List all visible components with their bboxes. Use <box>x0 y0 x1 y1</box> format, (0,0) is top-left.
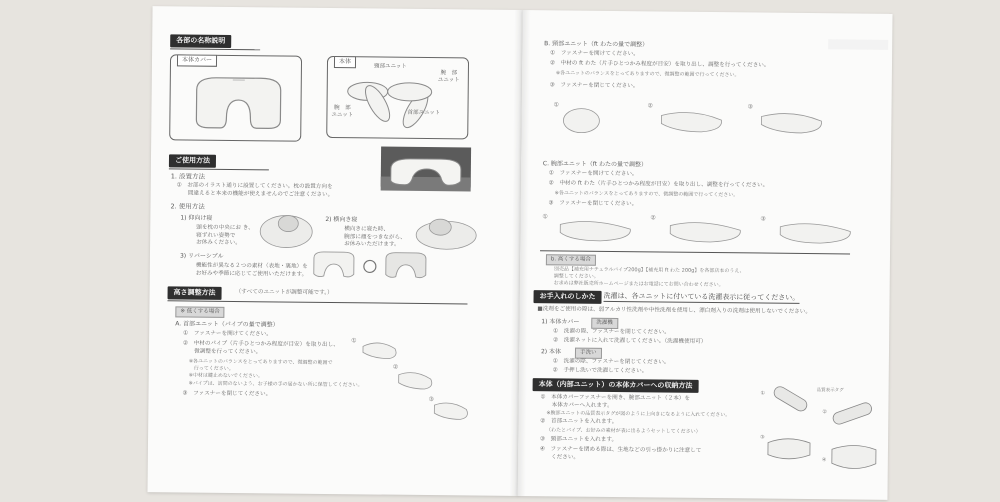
storage-step-3: ③ 頸部ユニットを入れます。 <box>540 436 618 444</box>
side-sleep-illustration <box>410 209 480 254</box>
height-header: 高さ調整方法 <box>168 286 222 300</box>
body-tab: 本体 <box>334 56 356 68</box>
cover-pillow-illustration <box>188 70 289 135</box>
care-header: お手入れのしかた <box>533 290 601 304</box>
storage-step-num-1: ① <box>760 390 766 397</box>
storage-step-1: ① 本体カバーファスナーを開き、腕部ユニット（２本）を 本体カバーへ入れます。 <box>540 394 691 409</box>
storage-step-2: ② 首部ユニットを入れます。 <box>540 418 618 426</box>
label-neck-unit: 頸部ユニット <box>373 63 407 70</box>
reversible-text: 機能性が異なる２つの素材（表地・裏地）を お好みや季節に応じてご使用いただけます。 <box>195 262 308 278</box>
care-cover-tag: 洗濯機 <box>591 318 618 330</box>
arm-c-step-3: ③ ファスナーを閉じてください。 <box>548 200 638 208</box>
parts-header: 各部の名称説明 <box>170 34 231 48</box>
svg-text:②: ② <box>392 363 399 371</box>
side-title: 2) 横向き寝 <box>325 215 358 224</box>
svg-text:①: ① <box>542 213 548 221</box>
care-cover-step-1: ① 洗濯の際、ファスナーを閉じてください。 <box>553 328 670 336</box>
care-cover-title: 1) 本体カバー <box>541 318 580 326</box>
higher-text: 別売品【補充用ナチュラルパイプ200g】【補充用 ft わた 200g】を各部店本のうえ、 調整してください。 お求めは弊社販売所ホームページまたはお電話にてお問い合わせください。 <box>553 266 745 288</box>
arm-c-step-1: ① ファスナーを開けてください。 <box>548 170 638 178</box>
body-diagram-box <box>326 56 469 139</box>
arm-c-illustrations <box>540 206 860 253</box>
higher-tag: b. 高くする場合 <box>546 254 596 266</box>
neck-step-2: ② 中材のパイプ（片手ひとつかみ程度が目安）を取り出し、 微調整を行ってください。 <box>182 340 339 355</box>
care-body-tag: 手洗い <box>575 348 602 360</box>
storage-step-4: ④ ファスナーを閉める際は、生地などの引っ掛かりに注意して ください。 <box>539 446 702 461</box>
neck-b-note: ※各ユニットのバランスをとってありますので、微調整の範囲で行ってください。 <box>555 70 740 79</box>
arm-c-title: C. 腕部ユニット（ft わたの量で調整） <box>542 160 648 169</box>
neck-note-1: ※各ユニットのバランスをとってありますので、微調整の範囲で 行ってください。 <box>188 358 333 372</box>
supine-text: 頭を枕の中央にお き、 寝ずれい姿勢で お休みください。 <box>196 224 254 247</box>
supine-title: 1) 仰向け寝 <box>180 214 213 222</box>
label-arm-unit-left: 腕 部 ユニット <box>331 105 354 119</box>
svg-text:②: ② <box>650 214 656 222</box>
storage-note-2: （わたとパイプ、お好みの素材が表に出るようセットしてください） <box>546 427 701 435</box>
supine-illustration <box>258 205 316 252</box>
cover-tab: 本体カバー <box>177 54 217 67</box>
svg-text:③: ③ <box>760 215 766 223</box>
divider <box>170 48 260 50</box>
decorative-block <box>828 39 888 50</box>
left-page <box>147 6 523 496</box>
reversible-illustration <box>310 248 430 283</box>
install-title: 1. 設置方法 <box>170 172 206 181</box>
height-note: （すべてのユニットが調整可能です。） <box>235 289 333 297</box>
cover-diagram-box <box>169 54 302 141</box>
storage-step-num-3: ③ <box>760 434 765 441</box>
neck-b-step-1: ① ファスナーを開けてください。 <box>550 50 639 58</box>
divider <box>167 300 467 304</box>
neck-b-step-2: ② 中材の ft わた（片手ひとつかみ程度が目安）を取り出し、調整を行ってください。 <box>549 60 770 69</box>
storage-illustrations <box>758 383 885 484</box>
usage-header: ご使用方法 <box>169 154 216 168</box>
divider <box>169 168 269 170</box>
care-note: ■洗剤をご使用の際は、弱アルカリ性洗剤や中性洗剤を使用し、漂白剤入りの洗剤は使用しないでください。 <box>537 306 812 316</box>
care-body-step-2: ② 手押し洗いで洗濯してください。 <box>552 367 648 375</box>
storage-note-1: ※腕部ユニットの品質表示タグが図のように上向きになるように入れてください。 <box>546 410 731 419</box>
neck-b-step-3: ③ ファスナーを閉じてください。 <box>549 82 639 90</box>
install-illustration <box>361 138 492 199</box>
side-text: 横向きに寝た時、 腕部に顔をつきながら、 お休みいただけます。 <box>344 226 406 248</box>
storage-step-num-4: ④ <box>821 457 827 464</box>
arm-c-step-2: ② 中材の ft わた（片手ひとつかみ程度が目安）を取り出し、調整を行ってください。 <box>548 180 769 189</box>
svg-text:①: ① <box>351 337 357 345</box>
storage-header: 本体（内部ユニット）の本体カバーへの収納方法 <box>533 378 699 393</box>
neck-adjust-illustrations <box>348 328 479 425</box>
arm-c-note: ※各ユニットのバランスをとってありますので、微調整の範囲で行ってください。 <box>554 190 739 199</box>
neck-unit-title: A. 首部ユニット（パイプの量で調整） <box>175 320 279 329</box>
svg-text:③: ③ <box>428 396 434 404</box>
booklet <box>147 6 892 502</box>
svg-text:②: ② <box>647 102 653 110</box>
usage2-title: 2. 使用方法 <box>170 202 205 211</box>
care-body-title: 2) 本体 <box>540 348 562 356</box>
label-arm-unit-top: 腕 部 ユニット <box>437 70 460 84</box>
svg-text:①: ① <box>553 101 559 109</box>
care-highlight: 洗濯は、各ユニットに付いている洗濯表示に従ってください。 <box>603 292 799 304</box>
neck-step-3: ③ ファスナーを閉じてください。 <box>182 390 272 398</box>
svg-text:③: ③ <box>747 103 753 111</box>
care-body-step-1: ① 洗濯の際、ファスナーを閉じてください。 <box>552 358 670 366</box>
right-page <box>517 10 892 500</box>
storage-tag-label: 品質表示タグ <box>816 388 844 394</box>
neck-b-title: B. 頸部ユニット（ft わたの量で調整） <box>544 40 649 49</box>
storage-step-num-2: ② <box>822 409 827 416</box>
label-head-unit: 首部ユニット <box>407 109 441 117</box>
neck-b-illustrations <box>551 94 852 149</box>
neck-step-1: ① ファスナーを開けてください。 <box>183 330 272 338</box>
care-cover-step-2: ② 洗濯ネットに入れて洗濯してください。（洗濯機使用可） <box>553 337 707 345</box>
neck-note-3: ※パイプは、訪問のないよう、お子様の手の届かない所に保管してください。 <box>188 380 363 389</box>
install-text: ① お部のイラスト通りに設置してください。枕の設置方向を 間違えると本来の機能が使えませんのでご注意ください。 <box>176 182 334 198</box>
lower-tag: ※ 低くする場合 <box>175 306 224 318</box>
reversible-title: 3) リバーシブル <box>179 252 224 260</box>
neck-note-2: ※中材は鍵止めないでください。 <box>188 372 263 380</box>
